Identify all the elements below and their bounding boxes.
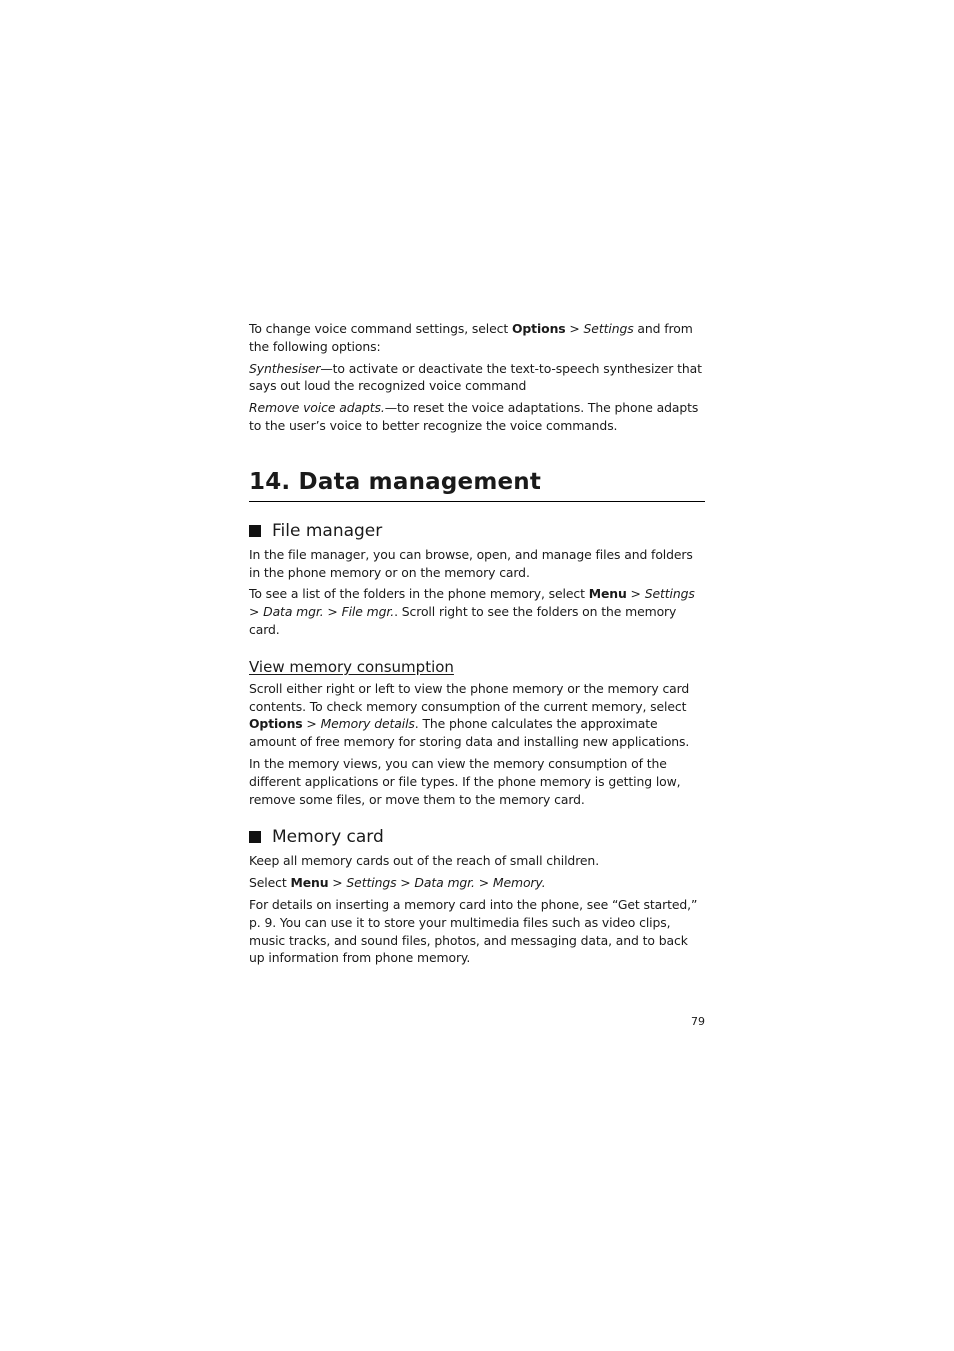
- option-description: —to activate or deactivate the text-to-speech synthesizer that says out loud the recognized voice command: [249, 360, 702, 394]
- chapter-title: 14. Data management: [249, 467, 705, 502]
- separator: >: [328, 875, 347, 891]
- separator: >: [396, 875, 415, 891]
- options-ref: Options: [249, 716, 303, 732]
- memory-card-details-paragraph: For details on inserting a memory card into the phone, see “Get started,” p. 9. You can use it to store your multimedia files such as video clips, music tracks, and sound files, photos, and messaging data, and to back up information from phone memory.: [249, 896, 698, 966]
- separator: >: [302, 716, 321, 732]
- file-manager-paragraph: In the file manager, you can browse, open, and manage files and folders in the phone memory or on the memory card.: [249, 546, 693, 580]
- section-heading-memory-card: [249, 826, 705, 848]
- option-remove-voice-adapts: [249, 399, 705, 435]
- option-description: —to reset the voice adaptations. The phone adapts to the user’s voice to better recognize the voice commands.: [249, 400, 699, 433]
- text: . The phone calculates the approximate amount of free memory for storing data and installing new applications.: [249, 716, 690, 750]
- text: .: [541, 875, 546, 891]
- square-bullet-icon: [249, 831, 261, 843]
- memory-views-paragraph: In the memory views, you can view the memory consumption of the different applications or file types. If the phone memory is getting low, remove some files, or move them to the memory card.: [249, 755, 681, 807]
- settings-menu-ref: Settings: [583, 321, 634, 336]
- memory-card-warning: Keep all memory cards out of the reach of small children.: [249, 853, 600, 869]
- separator: >: [565, 321, 584, 336]
- memory-details-ref: Memory details: [320, 716, 415, 732]
- memory-ref: Memory: [492, 875, 542, 891]
- view-memory-paragraph: [249, 680, 705, 751]
- option-term: Remove voice adapts.: [249, 400, 385, 416]
- text: and from the following options:: [249, 321, 693, 354]
- separator: >: [474, 875, 493, 891]
- separator: >: [249, 604, 264, 620]
- section-title: File manager: [272, 520, 383, 541]
- separator: >: [323, 604, 342, 620]
- options-menu-ref: Options: [511, 321, 566, 336]
- section-heading-file-manager: [249, 520, 705, 542]
- subsection-heading-view-memory: View memory consumption: [249, 657, 454, 676]
- settings-ref: Settings: [644, 586, 695, 602]
- text: . Scroll right to see the folders on the memory card.: [249, 604, 677, 637]
- menu-ref: Menu: [588, 586, 627, 602]
- page-content: [249, 320, 705, 971]
- data-mgr-ref: Data mgr.: [414, 875, 475, 891]
- memory-card-path-paragraph: [249, 874, 705, 892]
- text: Select: [249, 875, 291, 891]
- text: To change voice command settings, select: [249, 321, 512, 336]
- option-synthesiser: [249, 360, 705, 396]
- section-title: Memory card: [272, 827, 384, 848]
- menu-ref: Menu: [290, 875, 329, 891]
- intro-paragraph: [249, 320, 705, 356]
- separator: >: [626, 586, 645, 602]
- text: Scroll either right or left to view the phone memory or the memory card contents. To check memory consumption of the current memory, select: [249, 680, 690, 714]
- data-mgr-ref: Data mgr.: [263, 604, 324, 620]
- file-manager-path-paragraph: [249, 585, 705, 638]
- option-term: Synthesiser: [249, 360, 321, 376]
- square-bullet-icon: [249, 525, 261, 537]
- text: To see a list of the folders in the phone memory, select: [249, 586, 589, 602]
- file-mgr-ref: File mgr.: [341, 604, 395, 620]
- settings-ref: Settings: [346, 875, 397, 891]
- page-number: 79: [691, 1015, 705, 1028]
